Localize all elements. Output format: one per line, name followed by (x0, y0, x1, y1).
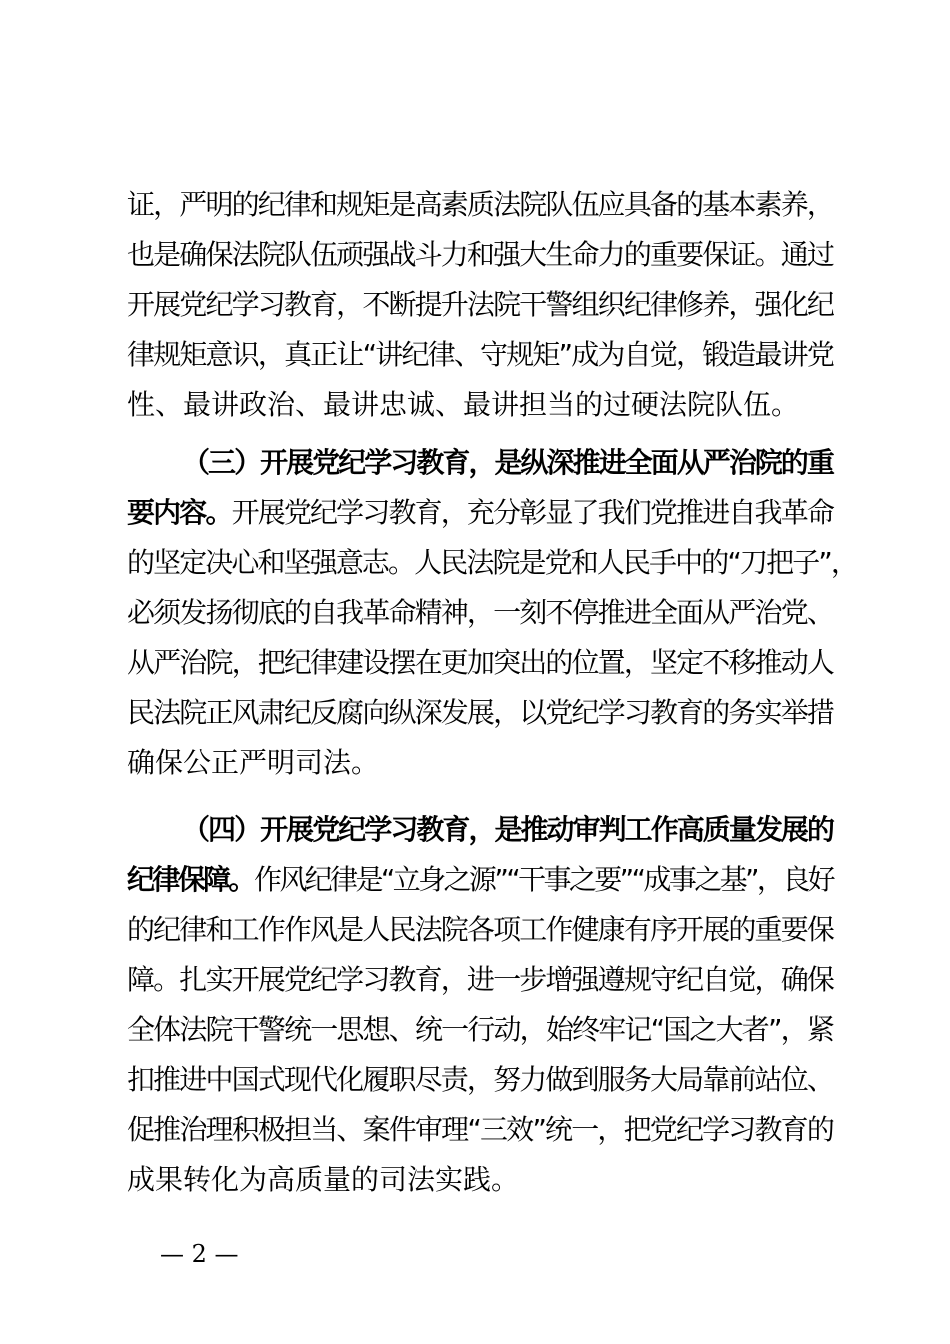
body-text: 促推治理积极担当、案件审理“三效”统一，把党纪学习教育的 (127, 1113, 834, 1146)
text-line (127, 1155, 519, 1205)
body-text: 也是确保法院队伍顽强战斗力和强大生命力的重要保证。通过 (127, 238, 834, 271)
text-line (127, 738, 379, 788)
bold-heading-text: 要内容。 (127, 496, 232, 529)
body-text: 性、最讲政治、最讲忠诚、最讲担当的过硬法院队伍。 (127, 388, 800, 421)
body-text: 开展党纪学习教育，不断提升法院干警组织纪律修养，强化纪 (127, 288, 834, 321)
body-text: 作风纪律是“立身之源”“干事之要”“成事之基”，良好 (253, 863, 834, 896)
body-text: 律规矩意识，真正让“讲纪律、守规矩”成为自觉，锻造最讲党 (127, 338, 834, 371)
text-line (127, 1105, 833, 1155)
page-number: — 2 — (160, 1240, 239, 1268)
text-line (127, 230, 833, 280)
text-line (182, 805, 833, 855)
text-line (127, 955, 833, 1005)
bold-heading-text: 纪律保障。 (127, 863, 254, 896)
body-text: 全体法院干警统一思想、统一行动，始终牢记“国之大者”，紧 (127, 1013, 834, 1046)
text-line (127, 688, 833, 738)
text-line (127, 905, 833, 955)
body-text: 的纪律和工作作风是人民法院各项工作健康有序开展的重要保 (127, 913, 834, 946)
text-line (127, 538, 857, 588)
text-line (127, 1005, 833, 1055)
text-line (127, 380, 799, 430)
text-line (127, 330, 833, 380)
body-text: 障。扎实开展党纪学习教育，进一步增强遵规守纪自觉，确保 (127, 963, 834, 996)
body-text: 的坚定决心和坚强意志。人民法院是党和人民手中的“刀把子”， (127, 546, 858, 579)
body-text: 从严治院，把纪律建设摆在更加突出的位置，坚定不移推动人 (127, 646, 834, 679)
text-line (127, 855, 833, 905)
body-text: 证，严明的纪律和规矩是高素质法院队伍应具备的基本素养， (127, 188, 834, 221)
body-text: 成果转化为高质量的司法实践。 (127, 1163, 520, 1196)
body-text: 扣推进中国式现代化履职尽责，努力做到服务大局靠前站位、 (127, 1063, 834, 1096)
text-line (127, 588, 833, 638)
body-text: 确保公正严明司法。 (127, 746, 380, 779)
text-line (127, 280, 833, 330)
text-line (127, 1055, 833, 1105)
body-text: 必须发扬彻底的自我革命精神，一刻不停推进全面从严治党、 (127, 596, 834, 629)
bold-heading-text: （三）开展党纪学习教育，是纵深推进全面从严治院的重 (182, 446, 834, 479)
bold-heading-text: （四）开展党纪学习教育，是推动审判工作高质量发展的 (182, 813, 834, 846)
text-line (127, 638, 833, 688)
text-line (182, 438, 833, 488)
body-text: 开展党纪学习教育，充分彰显了我们党推进自我革命 (231, 496, 834, 529)
body-text: 民法院正风肃纪反腐向纵深发展，以党纪学习教育的务实举措 (127, 696, 834, 729)
text-line (127, 488, 833, 538)
text-line (127, 180, 833, 230)
